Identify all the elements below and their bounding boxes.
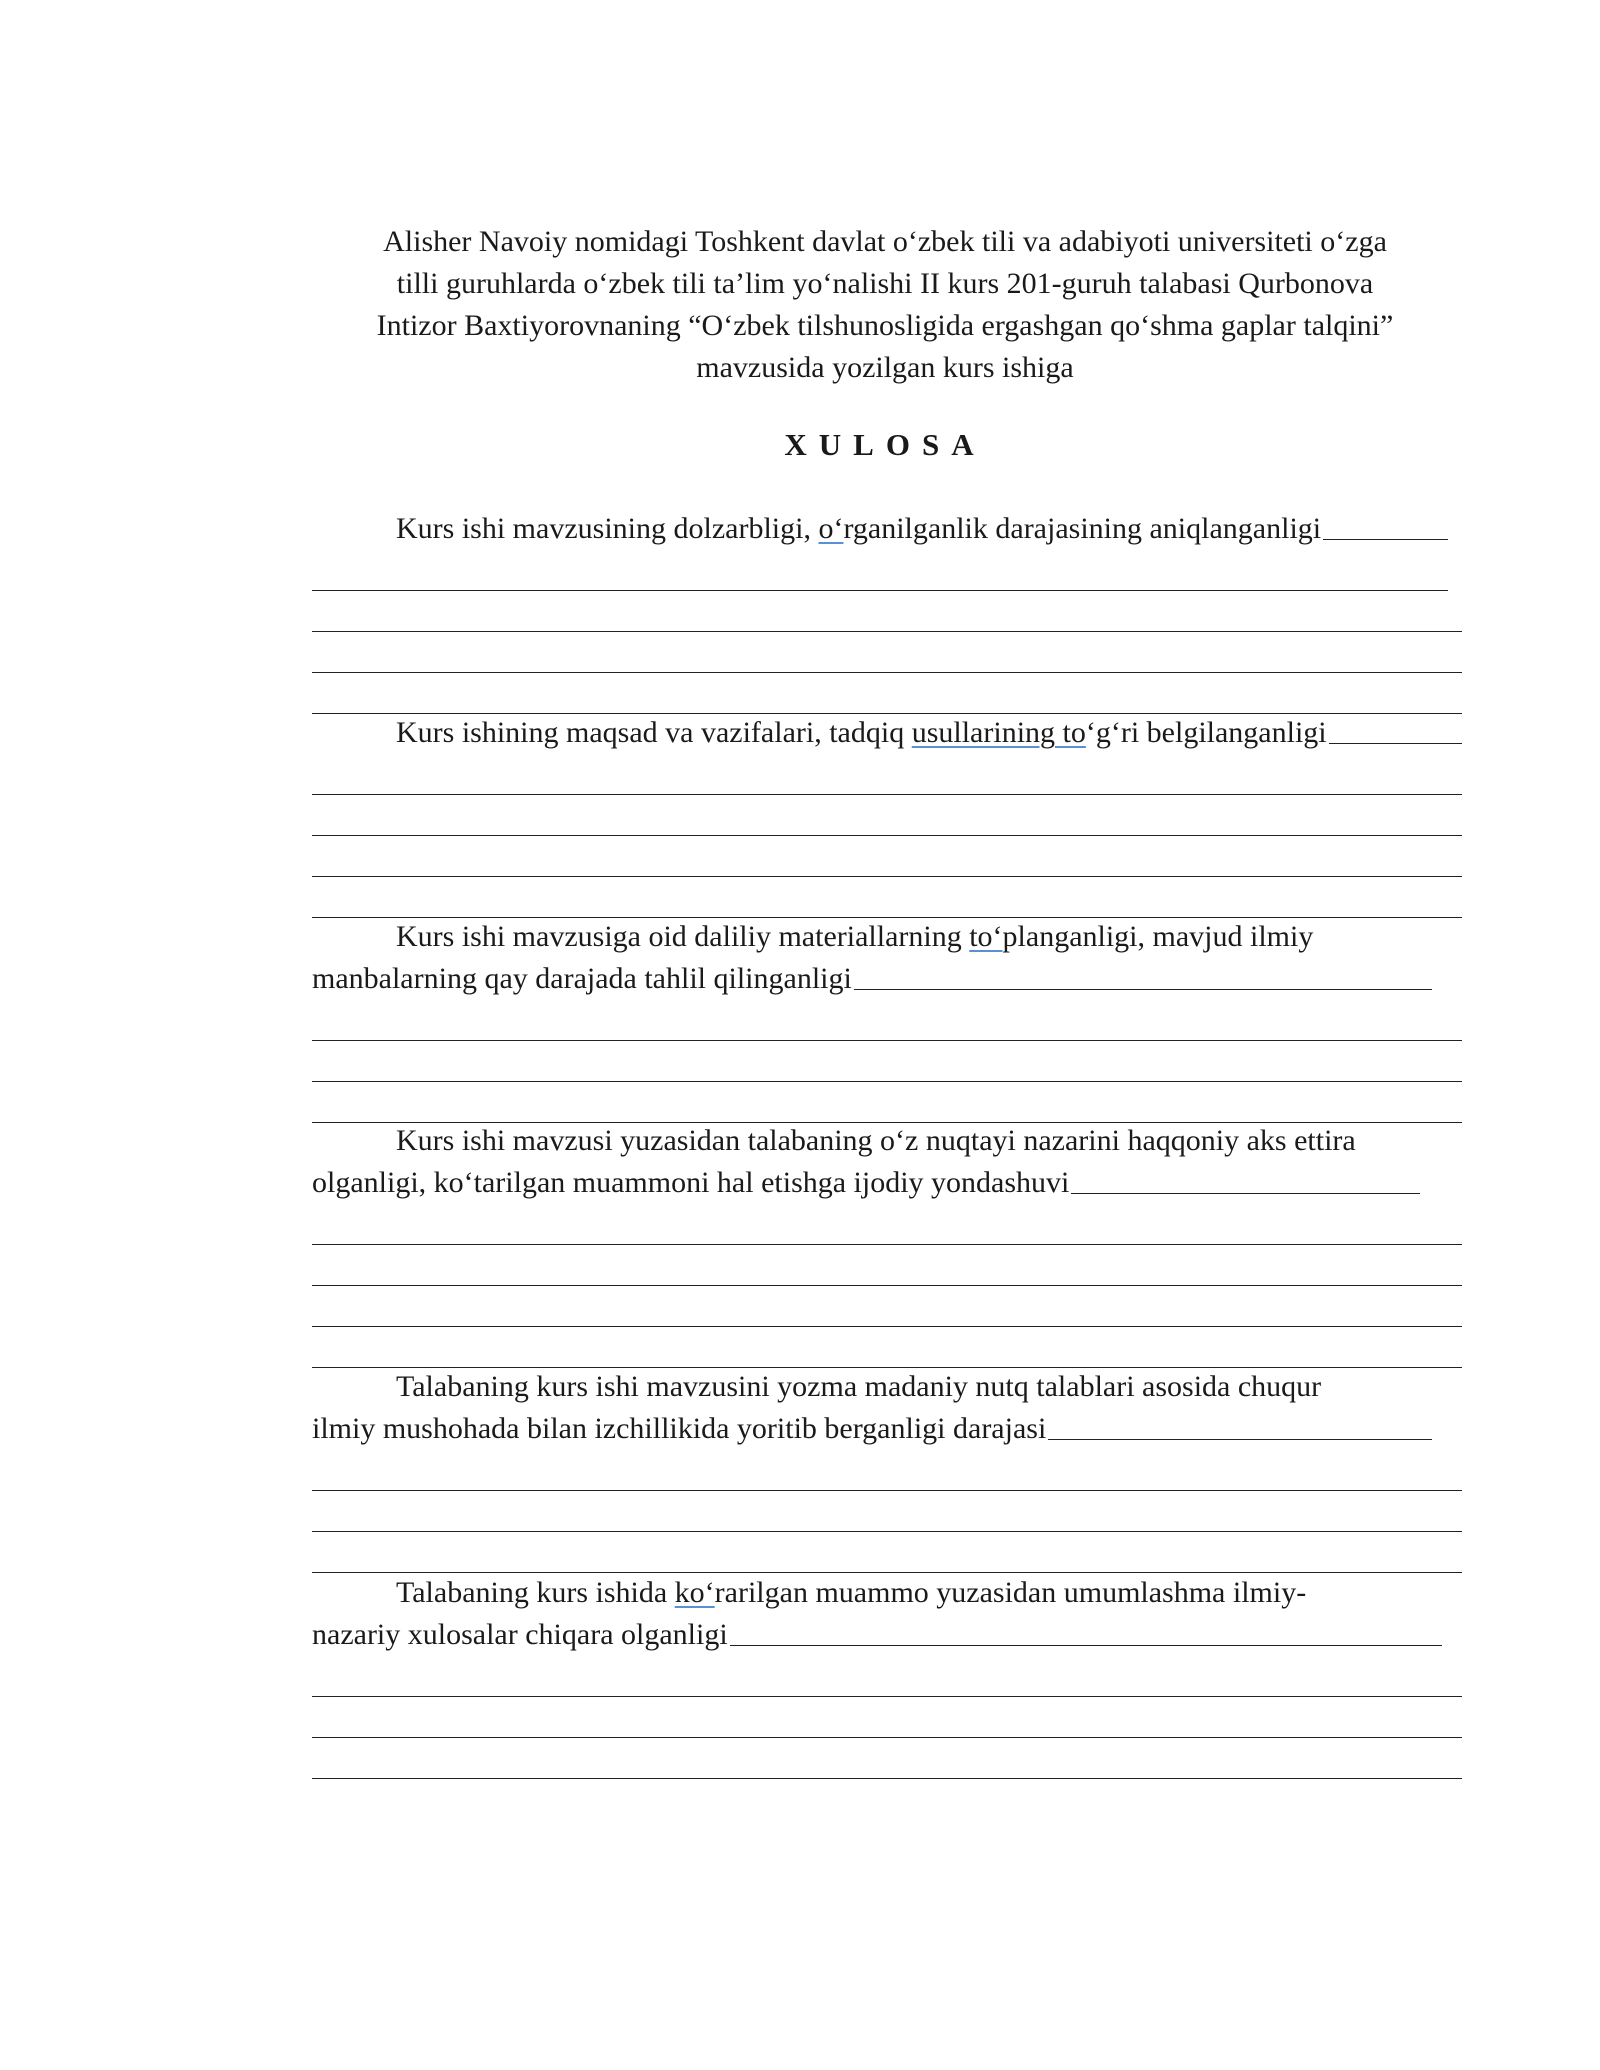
criterion-text: Talabaning kurs ishi mavzusini yozma madaniy nutq talablari asosida chuqur <box>396 1370 1322 1403</box>
criterion-section <box>312 1366 1462 1573</box>
answer-line[interactable] <box>312 673 1462 714</box>
answer-blank[interactable] <box>1048 1439 1432 1440</box>
answer-line[interactable] <box>312 1532 1462 1573</box>
criterion-text: nazariy xulosalar chiqara olganligi <box>312 1618 728 1651</box>
criterion-text: Kurs ishi mavzusiga oid daliliy materiallarning to‘planganligi, mavjud ilmiy <box>396 920 1314 953</box>
answer-line[interactable] <box>312 1286 1462 1327</box>
answer-line[interactable] <box>312 1491 1462 1532</box>
document-title: XULOSA <box>784 427 986 462</box>
header-line: mavzusida yozilgan kurs ishiga <box>696 351 1074 384</box>
answer-line[interactable] <box>312 877 1462 918</box>
answer-line[interactable] <box>312 1697 1462 1738</box>
criterion-text: Kurs ishining maqsad va vazifalari, tadqiq usullarining to‘g‘ri belgilanganligi <box>396 716 1327 749</box>
criterion-text: olganligi, ko‘tarilgan muammoni hal etishga ijodiy yondashuvi <box>312 1166 1070 1199</box>
answer-blank[interactable] <box>1071 1193 1420 1194</box>
answer-line[interactable] <box>312 1327 1462 1368</box>
criterion-section <box>312 1572 1462 1779</box>
answer-line[interactable] <box>312 1450 1462 1491</box>
header-line: Alisher Navoiy nomidagi Toshkent davlat o‘zbek tili va adabiyoti universiteti o‘zga <box>383 225 1387 258</box>
answer-line[interactable] <box>312 1082 1462 1123</box>
answer-line[interactable] <box>312 1041 1462 1082</box>
answer-line[interactable] <box>312 754 1462 795</box>
answer-line[interactable] <box>312 632 1462 673</box>
answer-line[interactable] <box>312 591 1462 632</box>
criterion-section <box>312 1120 1462 1368</box>
answer-line[interactable] <box>312 1656 1462 1697</box>
criterion-section <box>312 916 1462 1123</box>
criterion-text: Kurs ishi mavzusining dolzarbligi, o‘rganilganlik darajasining aniqlanganligi <box>396 512 1322 545</box>
answer-blank[interactable] <box>730 1645 1442 1646</box>
answer-line[interactable] <box>312 1204 1462 1245</box>
criterion-section <box>312 712 1462 918</box>
header-line: tilli guruhlarda o‘zbek tili ta’lim yo‘nalishi II kurs 201-guruh talabasi Qurbonova <box>396 267 1374 300</box>
answer-blank[interactable] <box>1323 539 1448 540</box>
answer-line[interactable] <box>312 795 1462 836</box>
criterion-text: manbalarning qay darajada tahlil qilinganligi <box>312 962 852 995</box>
answer-line[interactable] <box>312 1245 1462 1286</box>
answer-blank[interactable] <box>1329 743 1462 744</box>
answer-line[interactable] <box>312 550 1448 591</box>
header-line: Intizor Baxtiyorovnaning “O‘zbek tilshunosligida ergashgan qo‘shma gaplar talqini” <box>376 309 1394 342</box>
answer-blank[interactable] <box>854 989 1432 990</box>
criterion-text: Kurs ishi mavzusi yuzasidan talabaning o‘z nuqtayi nazarini haqqoniy aks ettira <box>396 1124 1356 1157</box>
document-header <box>325 221 1445 389</box>
answer-line[interactable] <box>312 1000 1462 1041</box>
answer-line[interactable] <box>312 1738 1462 1779</box>
answer-line[interactable] <box>312 836 1462 877</box>
criterion-section <box>312 508 1462 714</box>
criterion-text: Talabaning kurs ishida ko‘rarilgan muammo yuzasidan umumlashma ilmiy- <box>396 1576 1307 1609</box>
criterion-text: ilmiy mushohada bilan izchillikida yoritib berganligi darajasi <box>312 1412 1047 1445</box>
